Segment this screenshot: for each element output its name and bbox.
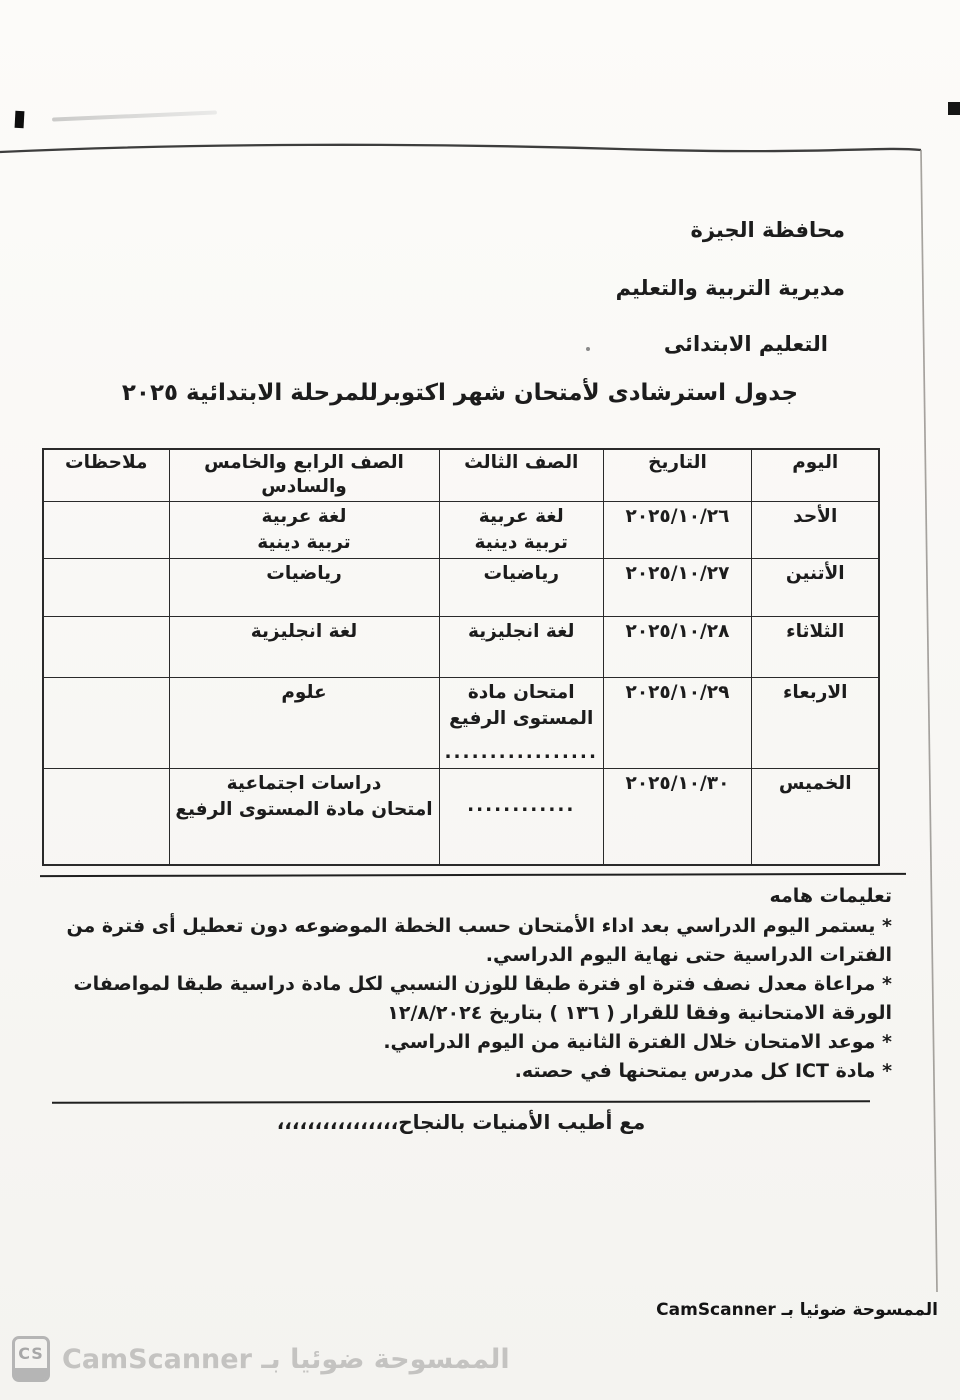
subject-line: علوم [281,682,327,703]
cell-notes [43,678,169,769]
instructions-title: تعليمات هامه [769,885,892,907]
cell-day: الأحد [751,502,879,559]
table-header-row [43,449,879,502]
col-header-day: اليوم [751,449,879,502]
cell-grade3 [439,617,603,678]
cell-grades456 [169,769,439,865]
instruction-item: * مادة ICT كل مدرس يمتحنها في حصته. [514,1060,892,1082]
cell-grade3 [439,502,603,559]
watermark-text: الممسوحة ضوئيا بـ CamScanner [62,1343,510,1375]
cell-notes [43,502,169,559]
cell-grades456 [169,559,439,617]
cell-grade3 [439,678,603,769]
camscanner-footer-text: الممسوحة ضوئيا بـ CamScanner [656,1300,938,1320]
org-name-line: محافظة الجيزة [690,218,845,242]
instruction-item: * مراعاة معدل نصف فترة او فترة طبقا للوزن النسبي لكل مادة دراسية طبقا لمواصفات الورقة الامتحانية وفقا للقرار ( ١٣٦ ) بتاريخ ١٢/٨/٢٠٢٤ [73,973,892,1024]
instruction-item: * يستمر اليوم الدراسي بعد اداء الأمتحان حسب الخطة الموضوعه دون تعطيل أى فترة من الفترات الدراسية حتى نهاية اليوم الدراسي. [66,915,892,966]
education-stage-line: التعليم الابتدائى [663,332,828,356]
subject-line: تربية دينية [474,532,568,553]
subject-line: لغة انجليزية [468,621,575,642]
col-header-date: التاريخ [603,449,751,502]
staple-mark-artifact [15,111,25,128]
table-row-sunday [43,502,879,559]
divider-line [40,873,906,878]
dotted-leader: ................. [444,742,598,763]
cell-date: ٢٠٢٥/١٠/٢٦ [603,502,751,559]
directorate-line: مديرية التربية والتعليم [615,276,845,300]
cell-grade3 [439,559,603,617]
cell-day: الخميس [751,769,879,865]
subject-line: رياضيات [266,563,342,584]
subject-line: دراسات اجتماعية [226,773,382,794]
corner-mark-artifact [948,102,960,115]
table-row-tuesday [43,617,879,678]
subject-line: لغة عربية [478,506,564,527]
camscanner-watermark [12,1336,510,1382]
subject-line: لغة انجليزية [250,621,358,642]
cs-badge-bar [15,1368,47,1379]
closing-wishes-line: مع أطيب الأمنيات بالنجاح،،،،،،،،،،،،،،،، [276,1110,646,1134]
table-row-wednesday [43,678,879,769]
subject-line: امتحان مادة [467,682,575,703]
cell-date: ٢٠٢٥/١٠/٢٧ [603,559,751,617]
cell-day: الاربعاء [751,678,879,769]
dotted-leader: ............ [467,795,576,816]
exam-schedule-table [42,448,880,866]
ink-dot-artifact [586,347,590,351]
cell-notes [43,559,169,617]
cell-grades456 [169,502,439,559]
cell-date: ٢٠٢٥/١٠/٢٩ [603,678,751,769]
col-header-grade3: الصف الثالث [439,449,603,502]
table-row-thursday [43,769,879,865]
cell-grade3 [439,769,603,865]
subject-line: المستوى الرفيع [449,708,594,729]
col-header-grades456: الصف الرابع والخامس والسادس [169,449,439,502]
scan-streak-artifact [52,110,217,121]
cell-grades456 [169,678,439,769]
cell-date: ٢٠٢٥/١٠/٢٨ [603,617,751,678]
cell-notes [43,617,169,678]
cell-day: الثلاثاء [751,617,879,678]
subject-line: تربية دينية [257,532,351,553]
cs-badge-letters: CS [18,1344,44,1363]
cell-grades456 [169,617,439,678]
subject-line: رياضيات [483,563,559,584]
subject-line: لغة عربية [261,506,347,527]
cell-notes [43,769,169,865]
cell-date: ٢٠٢٥/١٠/٣٠ [603,769,751,865]
document-title: جدول استرشادى لأمتحان شهر اكتوبرللمرحلة الابتدائية ٢٠٢٥ [121,380,799,406]
instruction-item: * موعد الامتحان خلال الفترة الثانية من اليوم الدراسي. [383,1031,892,1053]
instructions-block [60,882,892,1086]
table-row-monday [43,559,879,617]
cell-day: الأتنين [751,559,879,617]
subject-line: امتحان مادة المستوى الرفيع [175,799,433,820]
camscanner-logo-icon [12,1336,50,1382]
col-header-notes: ملاحظات [43,449,169,502]
divider-line [52,1100,870,1103]
